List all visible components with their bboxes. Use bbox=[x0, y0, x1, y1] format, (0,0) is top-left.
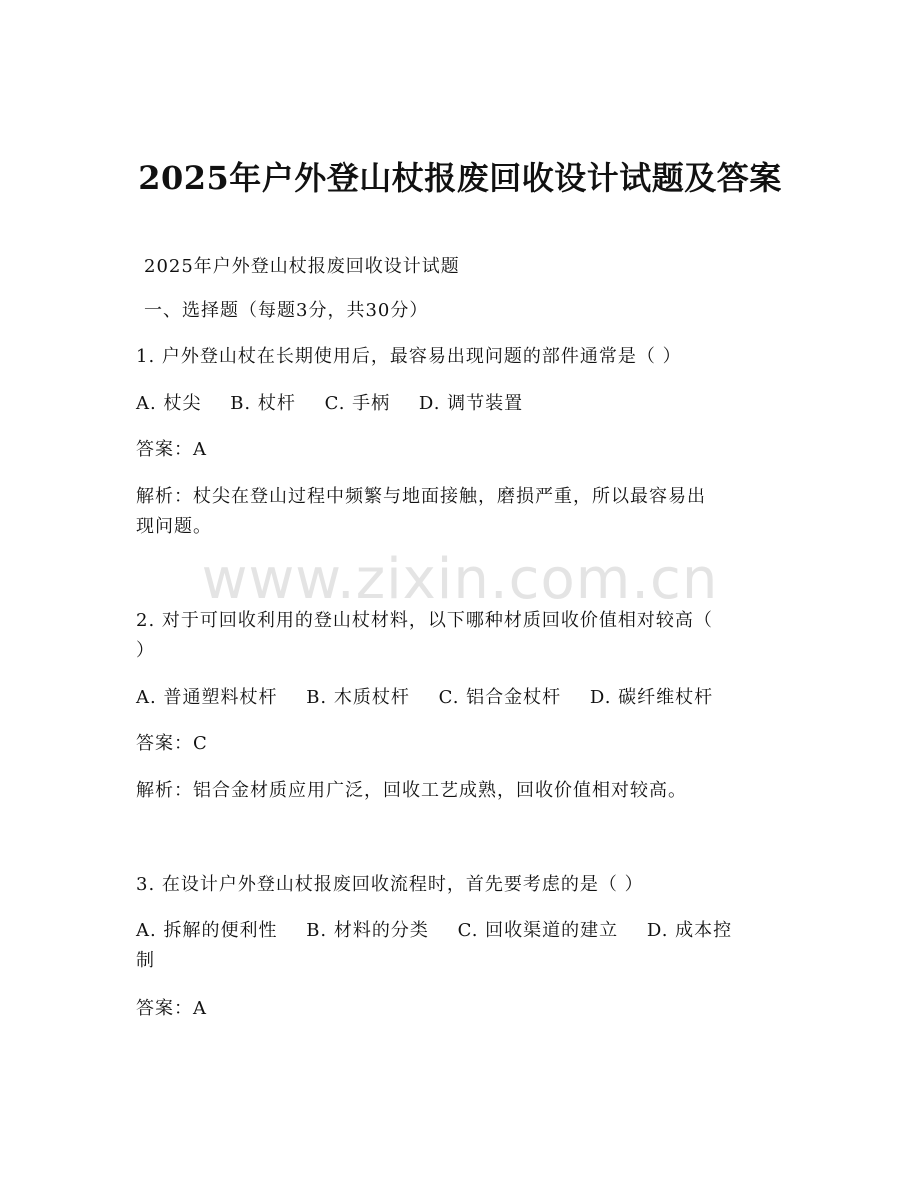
question-2-analysis: 解析：铝合金材质应用广泛，回收工艺成熟，回收价值相对较高。 bbox=[136, 780, 687, 801]
option-b: B. 材料的分类 bbox=[306, 920, 429, 941]
question-1-answer: 答案：A bbox=[136, 439, 207, 460]
question-3-answer: 答案：A bbox=[136, 998, 207, 1019]
option-a: A. 杖尖 bbox=[136, 393, 202, 414]
option-c: C. 回收渠道的建立 bbox=[457, 920, 619, 941]
section-heading: 一、选择题（每题3分，共30分） bbox=[144, 300, 429, 321]
question-3-options-line2: 制 bbox=[136, 950, 155, 971]
option-d: D. 碳纤维杖杆 bbox=[589, 687, 714, 708]
option-b: B. 木质杖杆 bbox=[306, 687, 410, 708]
question-1-analysis-line2: 现问题。 bbox=[136, 516, 212, 537]
question-3-options-line1 bbox=[136, 916, 786, 946]
option-d: D. 成本控 bbox=[646, 920, 733, 941]
option-c: C. 铝合金杖杆 bbox=[438, 687, 562, 708]
option-a: A. 普通塑料杖杆 bbox=[136, 687, 278, 708]
question-2-options bbox=[136, 683, 786, 713]
question-2-stem-line1: 2. 对于可回收利用的登山杖材料，以下哪种材质回收价值相对较高（ bbox=[136, 610, 713, 631]
question-1-analysis-line1: 解析：杖尖在登山过程中频繁与地面接触，磨损严重，所以最容易出 bbox=[136, 486, 706, 507]
option-d: D. 调节装置 bbox=[418, 393, 524, 414]
watermark: www.zixin.com.cn bbox=[201, 547, 719, 612]
question-2-stem-line2: ） bbox=[136, 640, 155, 661]
document-subtitle: 2025年户外登山杖报废回收设计试题 bbox=[144, 256, 460, 277]
document-title: 2025年户外登山杖报废回收设计试题及答案 bbox=[138, 159, 782, 197]
question-2-answer: 答案：C bbox=[136, 733, 208, 754]
option-b: B. 杖杆 bbox=[230, 393, 296, 414]
question-1-options bbox=[136, 389, 786, 419]
option-c: C. 手柄 bbox=[324, 393, 391, 414]
question-3-stem: 3. 在设计户外登山杖报废回收流程时，首先要考虑的是（ ） bbox=[136, 874, 644, 895]
option-a: A. 拆解的便利性 bbox=[136, 920, 278, 941]
question-1-stem: 1. 户外登山杖在长期使用后，最容易出现问题的部件通常是（ ） bbox=[136, 346, 682, 367]
